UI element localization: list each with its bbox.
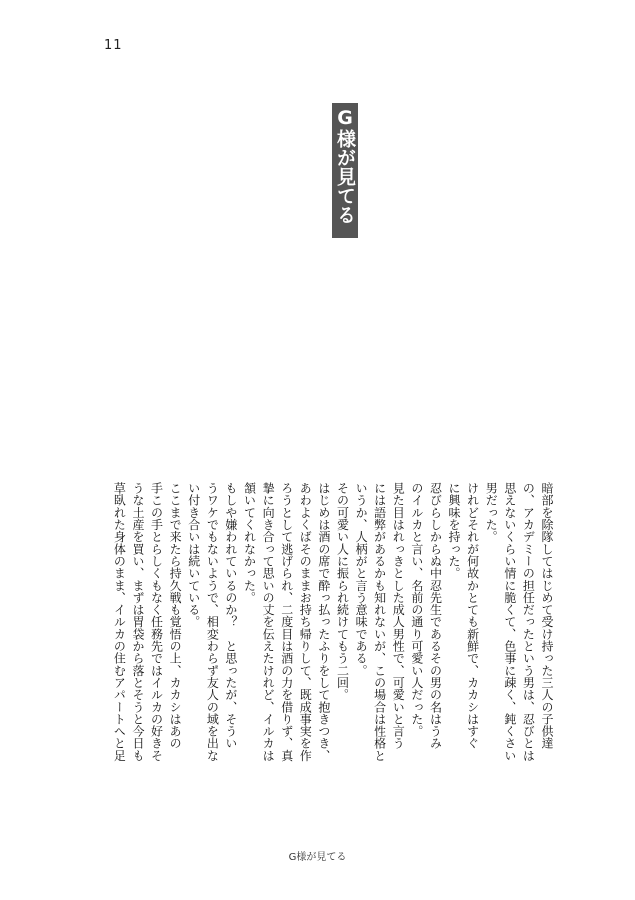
body-line: けれどそれが何故かとても新鮮で、カカシはすぐ xyxy=(465,482,480,750)
body-line: 摯に向き合って思いの丈を伝えたけれど、イルカは xyxy=(261,482,276,762)
title-banner xyxy=(332,103,358,238)
body-line: あわよくばそのままお持ち帰りして、既成事実を作 xyxy=(298,482,313,762)
body-line: はじめは酒の席で酔っ払ったふりをして抱きつき、 xyxy=(316,482,331,762)
body-line: 暗部を除隊してはじめて受け持った三人の子供達 xyxy=(540,482,554,750)
body-line: には語弊があるかも知れないが、この場合は性格と xyxy=(372,482,387,762)
body-line: 手この手とらしくもなく任務先ではイルカの好きそ xyxy=(149,482,164,762)
body-line: 見た目はれっきとした成人男性で、可愛いと言う xyxy=(391,482,406,750)
body-line: 頷いてくれなかった。 xyxy=(242,482,257,604)
body-line: うワケでもないようで、相変わらず友人の域を出な xyxy=(205,482,220,762)
vertical-text-columns xyxy=(110,482,556,812)
body-line: に興味を持った。 xyxy=(447,482,462,580)
body-line: その可愛い人に振られ続けてもう二回。 xyxy=(335,482,350,701)
page-number: 11 xyxy=(104,38,123,53)
body-line: 思えないくらい情に脆くて、色事に疎く、鈍くさい xyxy=(502,482,517,762)
body-line: いうか、人柄がと言う意味である。 xyxy=(354,482,369,677)
footer-title: G様が見てる xyxy=(288,852,347,863)
body-line: い付き合いは続いている。 xyxy=(186,482,201,628)
chapter-title: G様が見てる xyxy=(334,107,356,224)
body-text-block xyxy=(80,482,556,812)
body-line: 草臥れた身体のまま、イルカの住むアパートへと足 xyxy=(112,482,127,762)
body-line: のイルカと言い、名前の通り可愛い人だった。 xyxy=(409,482,424,738)
body-line: ここまで来たら持久戦も覚悟の上、カカシはあの xyxy=(168,482,183,750)
body-line: 忍びらしからぬ中忍先生であるその男の名はうみ xyxy=(428,482,443,750)
body-line: の、アカデミーの担任だったという男は、忍びとは xyxy=(521,482,536,762)
body-line: もしや嫌われているのか？ と思ったが、そうい xyxy=(223,482,238,750)
body-line: 男だった。 xyxy=(484,482,499,543)
body-line: うな土産を買い、まずは胃袋から落とそうと今日も xyxy=(130,482,145,762)
body-line: ろうとして逃げられ、二度目は酒の力を借りず、真 xyxy=(279,482,294,762)
